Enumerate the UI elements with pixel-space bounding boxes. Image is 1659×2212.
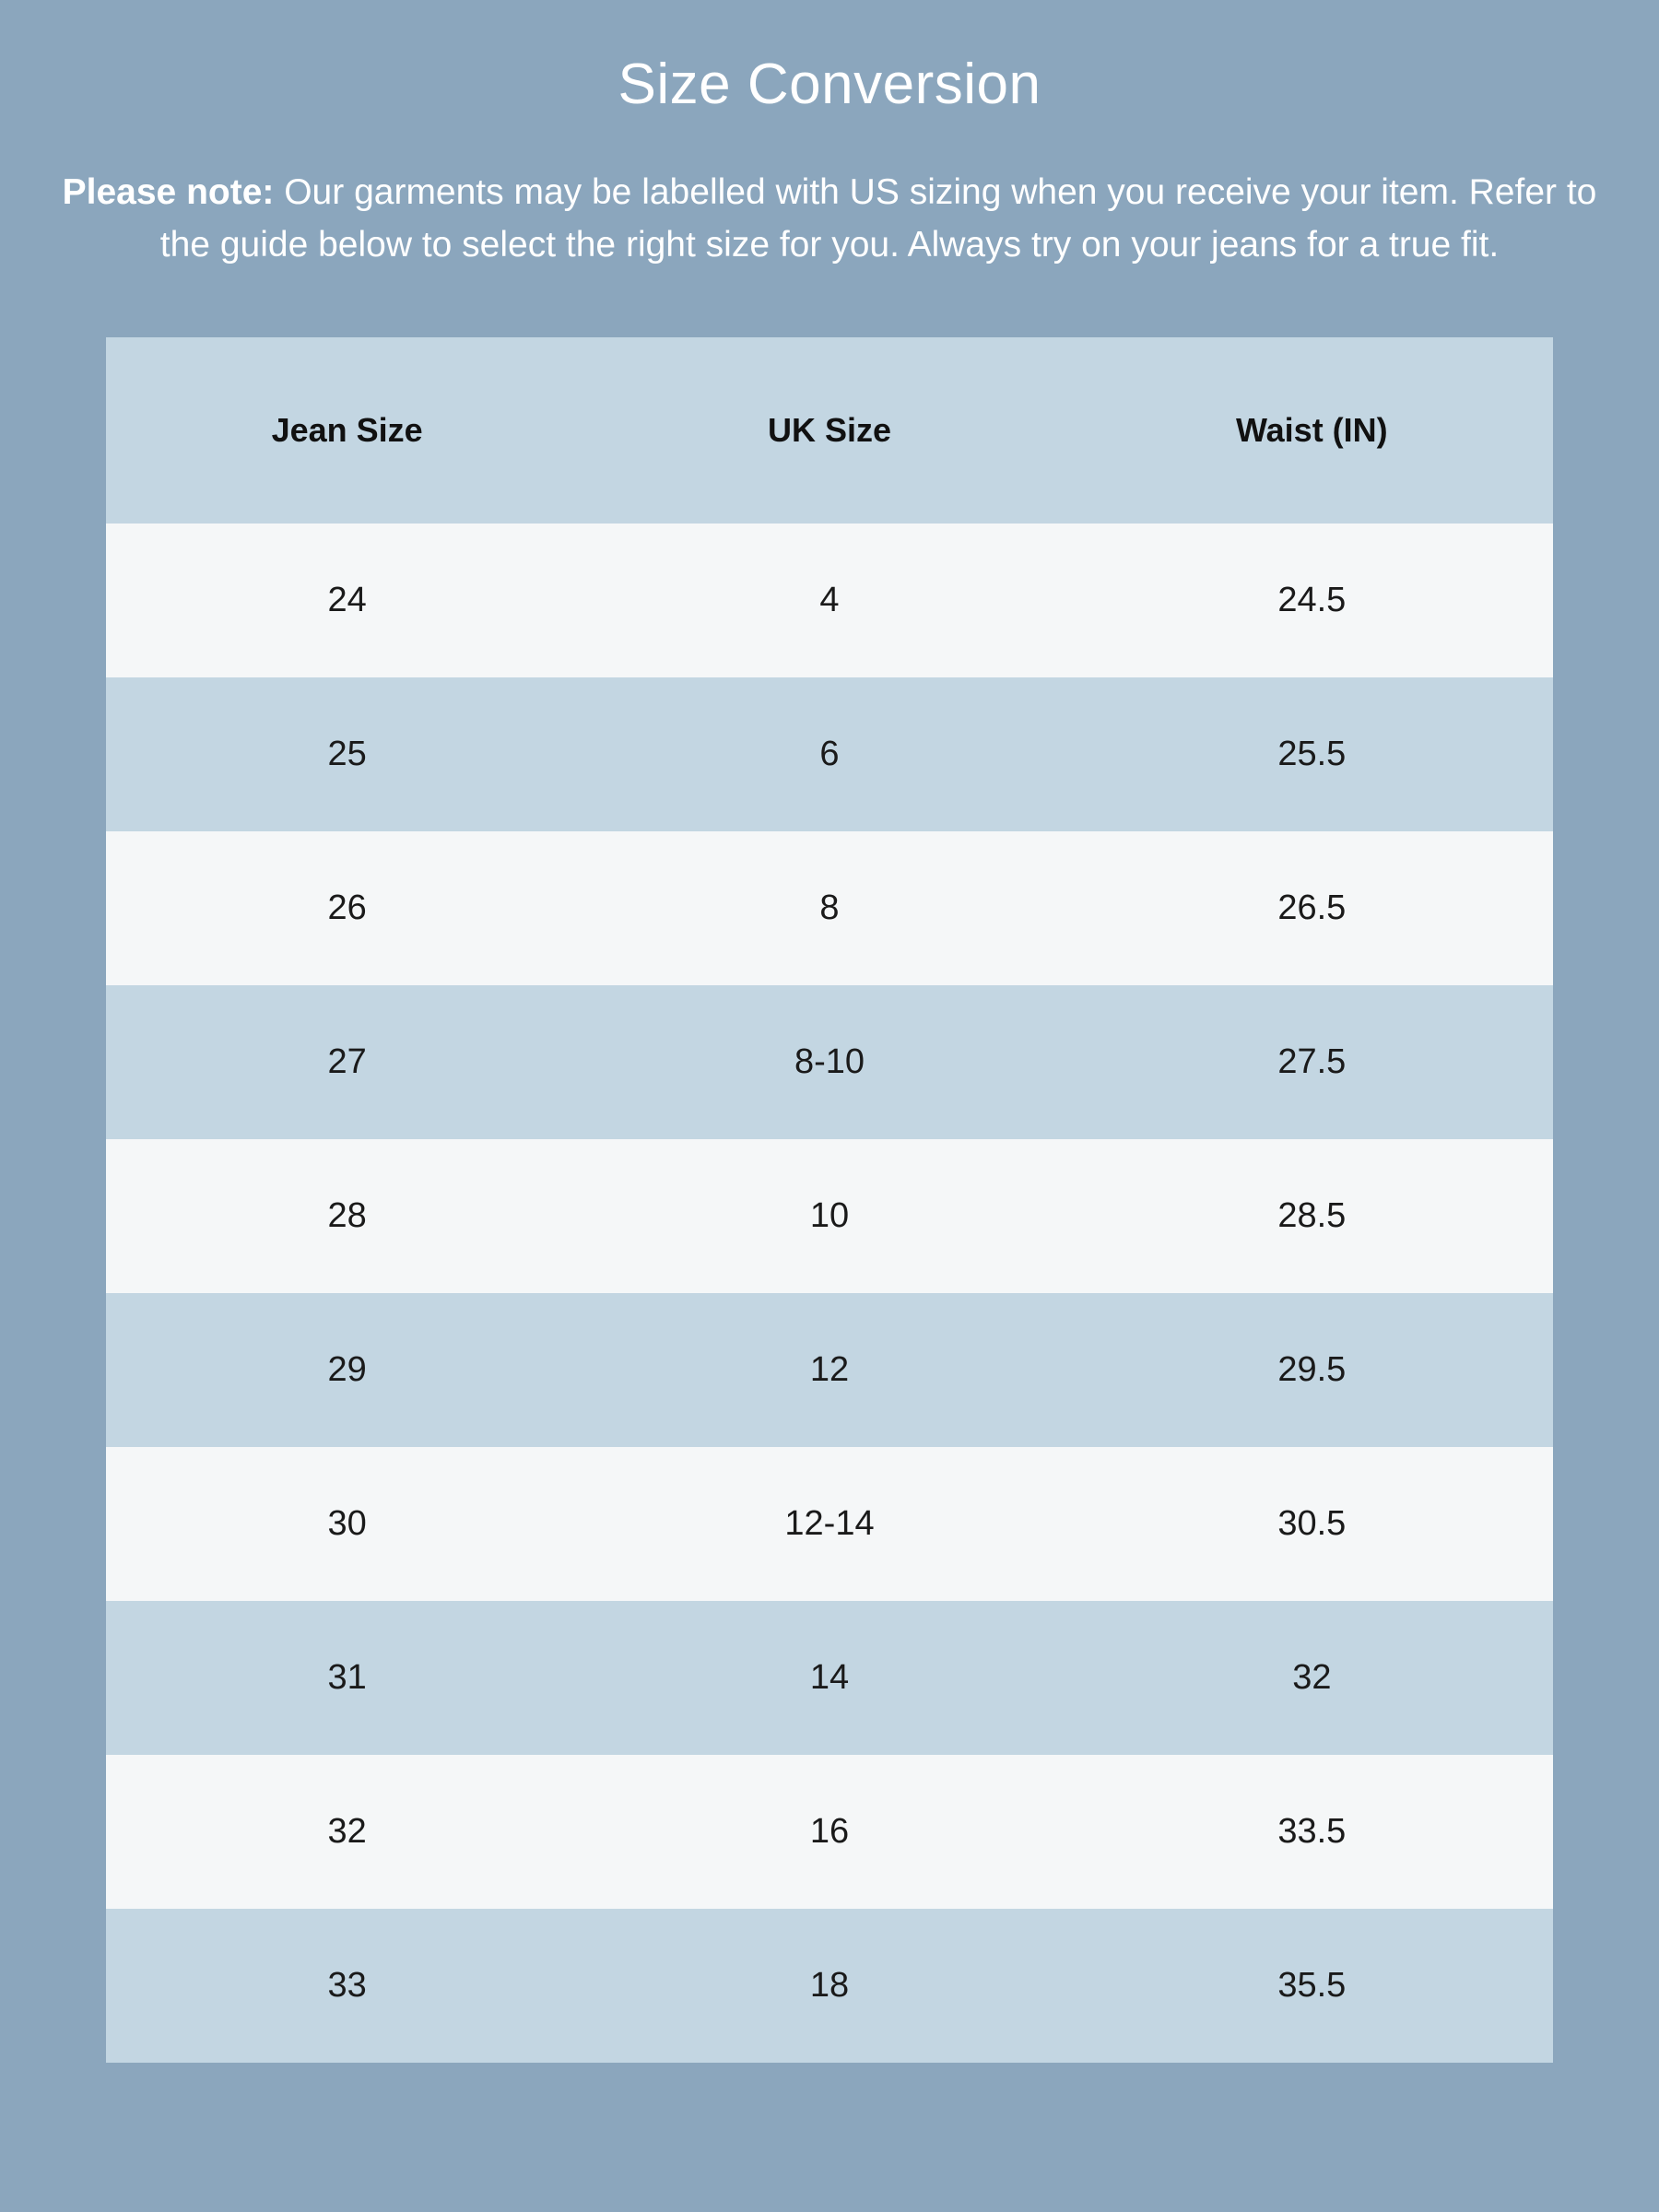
cell-waist: 24.5 [1071, 524, 1553, 677]
cell-jean-size: 32 [106, 1755, 588, 1909]
table-body [106, 524, 1553, 2063]
table-header-row [106, 337, 1553, 524]
column-header-waist-in: Waist (IN) [1071, 337, 1553, 524]
column-header-jean-size: Jean Size [106, 337, 588, 524]
cell-uk-size: 14 [588, 1601, 1070, 1755]
cell-uk-size: 12 [588, 1293, 1070, 1447]
cell-waist: 27.5 [1071, 985, 1553, 1139]
cell-waist: 29.5 [1071, 1293, 1553, 1447]
cell-waist: 33.5 [1071, 1755, 1553, 1909]
table-row [106, 1139, 1553, 1293]
table-row [106, 985, 1553, 1139]
cell-jean-size: 30 [106, 1447, 588, 1601]
cell-uk-size: 4 [588, 524, 1070, 677]
cell-jean-size: 27 [106, 985, 588, 1139]
cell-jean-size: 28 [106, 1139, 588, 1293]
column-header-uk-size: UK Size [588, 337, 1070, 524]
please-note-text [46, 167, 1613, 271]
cell-jean-size: 31 [106, 1601, 588, 1755]
cell-jean-size: 25 [106, 677, 588, 831]
cell-uk-size: 8 [588, 831, 1070, 985]
please-note-label: Please note: [62, 172, 275, 213]
cell-uk-size: 12-14 [588, 1447, 1070, 1601]
cell-uk-size: 10 [588, 1139, 1070, 1293]
cell-jean-size: 33 [106, 1909, 588, 2063]
cell-uk-size: 16 [588, 1755, 1070, 1909]
cell-jean-size: 29 [106, 1293, 588, 1447]
cell-uk-size: 8-10 [588, 985, 1070, 1139]
table-row [106, 1909, 1553, 2063]
cell-waist: 35.5 [1071, 1909, 1553, 2063]
table-row [106, 1447, 1553, 1601]
table-row [106, 1601, 1553, 1755]
table-row [106, 1293, 1553, 1447]
cell-uk-size: 6 [588, 677, 1070, 831]
cell-waist: 32 [1071, 1601, 1553, 1755]
size-conversion-table [106, 337, 1553, 2063]
page-title: Size Conversion [618, 53, 1041, 116]
cell-waist: 25.5 [1071, 677, 1553, 831]
cell-waist: 30.5 [1071, 1447, 1553, 1601]
table-row [106, 677, 1553, 831]
cell-waist: 26.5 [1071, 831, 1553, 985]
size-table-wrapper [106, 337, 1553, 2063]
cell-waist: 28.5 [1071, 1139, 1553, 1293]
table-row [106, 831, 1553, 985]
please-note-body: Our garments may be labelled with US sizing when you receive your item. Refer to the guide below to select the right size for you. Always try on your jeans for a true fit. [159, 172, 1597, 265]
table-row [106, 524, 1553, 677]
table-header [106, 337, 1553, 524]
cell-uk-size: 18 [588, 1909, 1070, 2063]
cell-jean-size: 26 [106, 831, 588, 985]
table-row [106, 1755, 1553, 1909]
cell-jean-size: 24 [106, 524, 588, 677]
